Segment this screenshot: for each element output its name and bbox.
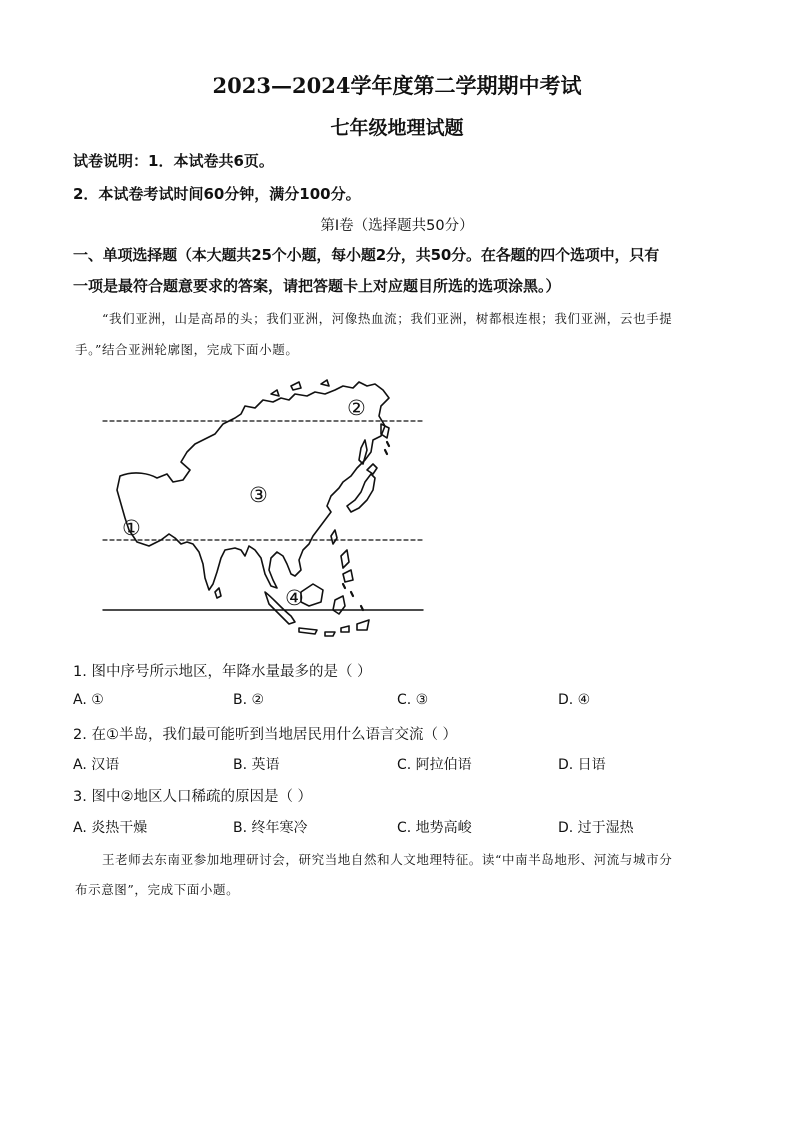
- asia-outline-map: [95, 378, 435, 643]
- passage-1-line-2: 手。”结合亚洲轮廓图，完成下面小题。: [75, 342, 299, 357]
- sri-lanka-island: [215, 588, 221, 598]
- sakhalin-island: [359, 440, 367, 464]
- taiwan-island: [331, 530, 337, 544]
- exam-title: 2023—2024学年度第二学期期中考试: [212, 73, 582, 98]
- question-2-option-c: C. 阿拉伯语: [397, 757, 472, 773]
- java-island: [299, 628, 317, 634]
- question-1-option-c: C. ③: [397, 692, 429, 708]
- map-marker-3: ③: [249, 483, 268, 507]
- hokkaido-island: [367, 464, 377, 474]
- passage-2-line-1: 王老师去东南亚参加地理研讨会，研究当地自然和人文地理特征。读“中南半岛地形、河流与城市分: [102, 852, 673, 867]
- exam-subtitle: 七年级地理试题: [330, 117, 464, 139]
- question-2-option-d: D. 日语: [558, 757, 606, 773]
- sulawesi-island: [333, 596, 345, 614]
- question-2-option-b: B. 英语: [233, 757, 280, 773]
- instructions-line-2: 2．本试卷考试时间60分钟，满分100分。: [73, 185, 361, 203]
- question-1-stem: 1. 图中序号所示地区，年降水量最多的是（ ）: [73, 664, 372, 680]
- japan-island: [347, 474, 375, 512]
- map-marker-2: ②: [347, 396, 366, 420]
- borneo-island: [301, 584, 323, 606]
- map-marker-4: ④: [285, 586, 304, 610]
- arctic-island-2: [271, 390, 279, 396]
- question-3-option-d: D. 过于湿热: [558, 820, 634, 836]
- question-3-option-a: A. 炎热干燥: [73, 820, 148, 836]
- question-3-option-b: B. 终年寒冷: [233, 820, 308, 836]
- arctic-island: [291, 382, 301, 390]
- indonesia-small-islands: [343, 584, 363, 610]
- question-3-option-c: C. 地势高峻: [397, 820, 472, 836]
- section-label: 第Ⅰ卷（选择题共50分）: [320, 218, 474, 234]
- question-2-option-a: A. 汉语: [73, 757, 120, 773]
- passage-1-line-1: “我们亚洲，山是高昂的头；我们亚洲，河像热血流；我们亚洲，树都根连根；我们亚洲，云也手提: [102, 311, 673, 326]
- passage-2-line-2: 布示意图”，完成下面小题。: [75, 882, 240, 897]
- part-heading-line-2: 一项是最符合题意要求的答案，请把答题卡上对应题目所选的选项涂黑。）: [73, 277, 561, 295]
- question-3-stem: 3. 图中②地区人口稀疏的原因是（ ）: [73, 789, 313, 805]
- map-marker-1: ①: [122, 516, 141, 540]
- question-1-option-a: A. ①: [73, 692, 104, 708]
- arctic-island-3: [321, 380, 329, 386]
- lesser-sunda-island: [325, 632, 335, 636]
- new-guinea-island: [357, 620, 369, 630]
- part-heading-line-1: 一、单项选择题（本大题共25个小题，每小题2分，共50分。在各题的四个选项中，只有: [73, 246, 660, 264]
- instructions-line-1: 试卷说明：1．本试卷共6页。: [73, 152, 274, 170]
- kuril-islands: [385, 442, 389, 454]
- philippines-islands: [341, 550, 353, 582]
- question-2-stem: 2. 在①半岛，我们最可能听到当地居民用什么语言交流（ ）: [73, 727, 458, 743]
- question-1-option-b: B. ②: [233, 692, 265, 708]
- small-island: [341, 626, 349, 632]
- question-1-option-d: D. ④: [558, 692, 591, 708]
